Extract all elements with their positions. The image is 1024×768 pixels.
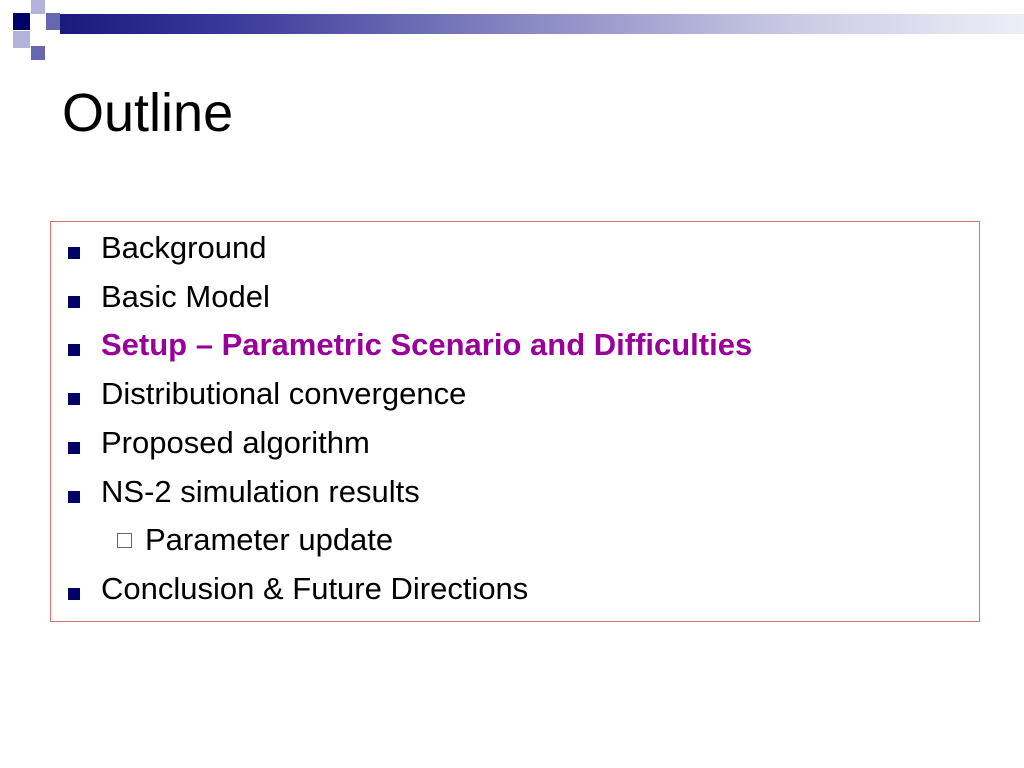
square-bullet-icon xyxy=(68,491,80,503)
square-bullet-icon xyxy=(68,296,80,308)
square-bullet-icon xyxy=(68,247,80,259)
square-bullet-icon xyxy=(68,393,80,405)
bullet-label: Parameter update xyxy=(145,522,394,557)
content-box xyxy=(50,221,980,622)
light-square-icon xyxy=(13,31,30,48)
mid-square-icon xyxy=(46,13,60,30)
bullet-label: Background xyxy=(101,230,267,265)
square-bullet-icon xyxy=(68,588,80,600)
bullet-label: Proposed algorithm xyxy=(101,425,370,460)
dark-square-icon xyxy=(13,13,30,30)
header-gradient-bar xyxy=(60,14,1024,34)
square-bullet-icon xyxy=(68,344,80,356)
white-square-icon xyxy=(31,31,45,45)
light-square-icon xyxy=(31,0,45,14)
hollow-square-bullet-icon xyxy=(117,533,132,548)
square-bullet-icon xyxy=(68,442,80,454)
bullet-label: Setup – Parametric Scenario and Difficulties xyxy=(101,327,753,362)
mid-square-icon xyxy=(31,46,45,60)
bullet-label: Conclusion & Future Directions xyxy=(101,571,529,606)
bullet-label: NS-2 simulation results xyxy=(101,474,420,509)
slide-title: Outline xyxy=(62,83,234,143)
bullet-label: Distributional convergence xyxy=(101,376,467,411)
bullet-label: Basic Model xyxy=(101,279,270,314)
